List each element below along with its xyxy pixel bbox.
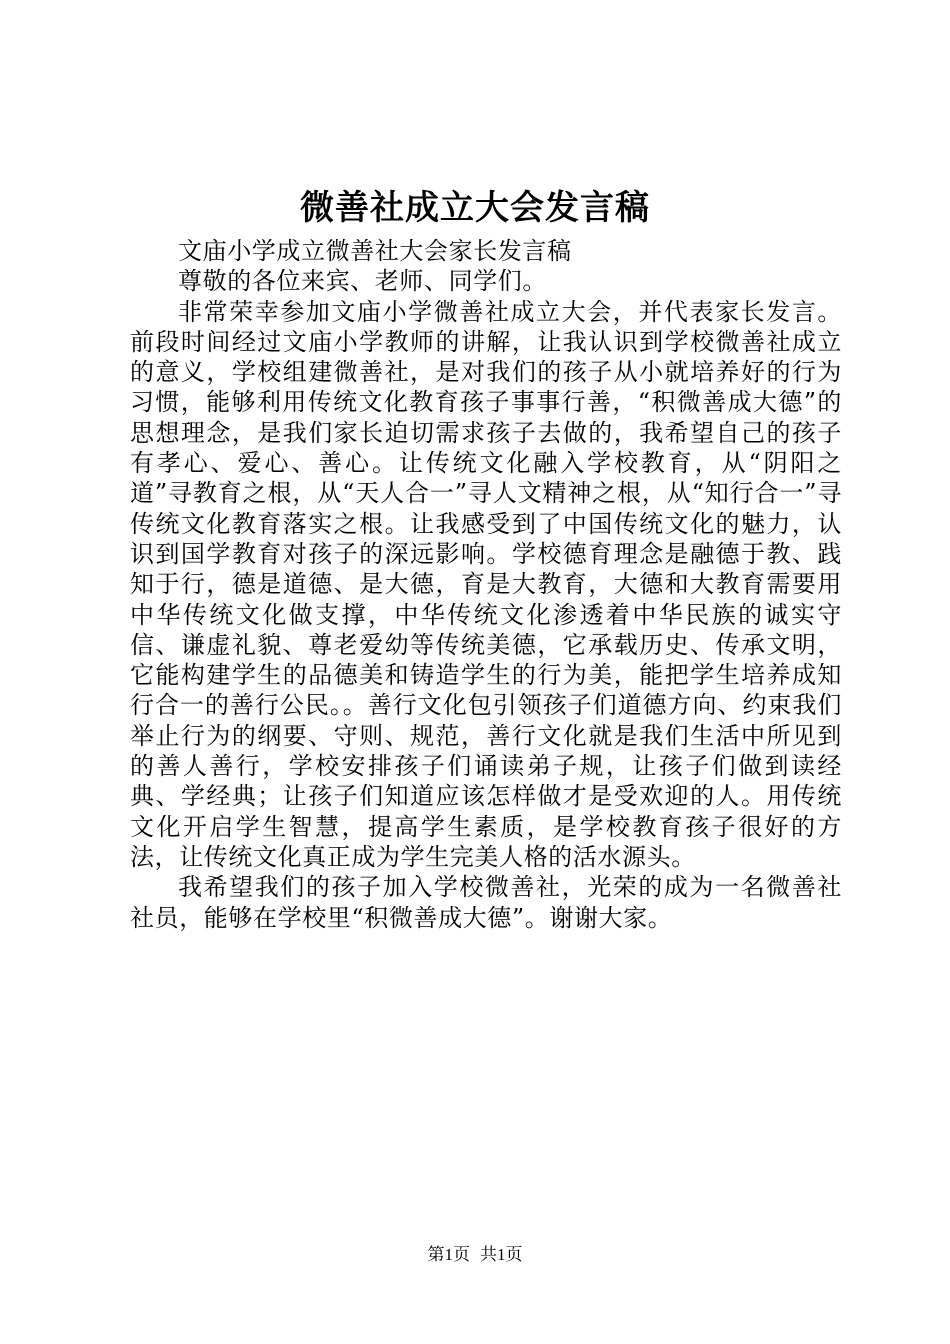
page-total: 共1页 xyxy=(480,1245,523,1264)
paragraph-main: 非常荣幸参加文庙小学微善社成立大会，并代表家长发言。前段时间经过文庙小学教师的讲解，让我认识到学校微善社成立的意义，学校组建微善社，是对我们的孩子从小就培养好的行为习惯，能够利用传统文化教育孩子事事行善，“积微善成大德”的思想理念，是我们家长迫切需求孩子去做的，我希望自己的孩子有孝心、爱心、善心。让传统文化融入学校教育，从“阴阳之道”寻教育之根，从“天人合一”寻人文精神之根，从“知行合一”寻传统文化教育落实之根。让我感受到了中国传统文化的魅力，认识到国学教育对孩子的深远影响。学校德育理念是融德于教、践知于行，德是道德、是大德，育是大教育，大德和大教育需要用中华传统文化做支撑，中华传统文化渗透着中华民族的诚实守信、谦虚礼貌、尊老爱幼等传统美德，它承载历史、传承文明，它能构建学生的品德美和铸造学生的行为美，能把学生培养成知行合一的善行公民。。善行文化包引领孩子们道德方向、约束我们举止行为的纲要、守则、规范，善行文化就是我们生活中所见到的善人善行，学校安排孩子们诵读弟子规，让孩子们做到读经典、学经典；让孩子们知道应该怎样做才是受欢迎的人。用传统文化开启学生智慧，提高学生素质，是学校教育孩子很好的方法，让传统文化真正成为学生完美人格的活水源头。 xyxy=(130,297,842,871)
paragraph-greeting: 尊敬的各位来宾、老师、同学们。 xyxy=(178,267,547,296)
page-number: 第1页 xyxy=(427,1245,470,1264)
page-footer xyxy=(0,1243,950,1267)
document-title: 微善社成立大会发言稿 xyxy=(300,188,650,228)
paragraph-subtitle: 文庙小学成立微善社大会家长发言稿 xyxy=(178,237,572,265)
document-body xyxy=(130,236,842,933)
paragraph-closing: 我希望我们的孩子加入学校微善社，光荣的成为一名微善社社员，能够在学校里“积微善成大德”。谢谢大家。 xyxy=(130,873,842,932)
